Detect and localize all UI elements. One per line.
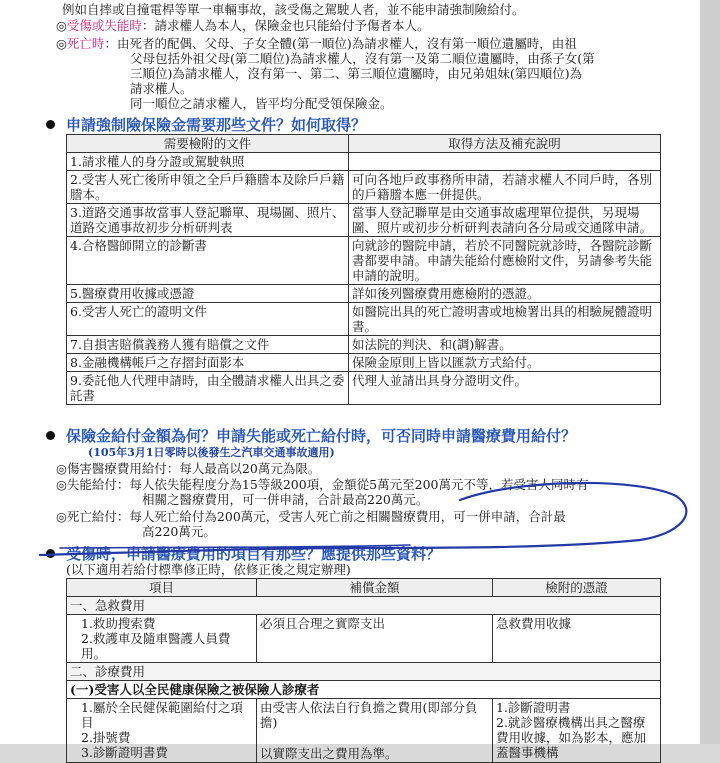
note-cell: 詳如後列醫療費用應檢附的憑證。	[349, 285, 661, 303]
amount-line: 高220萬元。	[142, 524, 216, 539]
section-row: 一、急救費用	[67, 597, 661, 615]
amount-line: ◎死亡給付：每人死亡給付為200萬元，受害人死亡前之相關醫療費用，可一併申請，合計最	[56, 509, 566, 524]
medical-col-header: 補償金額	[257, 579, 493, 597]
doc-cell: 2.受害人死亡後所申領之全戶戶籍謄本及除戶戶籍謄本。	[67, 171, 349, 204]
item-cell	[67, 699, 257, 763]
table-row	[67, 204, 661, 237]
death-paragraph-line: 三順位)為請求權人，沒有第一、第二、第三順位遺屬時，由兄弟姐妹(第四順位)為	[130, 66, 583, 81]
note-cell: 如法院的判決、和(調)解書。	[349, 336, 661, 354]
proof-cell: 急救費用收據	[493, 615, 661, 663]
amount-heading: 保險金給付金額為何？申請失能或死亡給付時，可否同時申請醫療費用給付？	[66, 427, 577, 445]
death-paragraph-line: 同一順位之請求權人，皆平均分配受領保險金。	[130, 96, 393, 111]
table-row	[67, 153, 661, 171]
note-cell: 向就診的醫院申請，若於不同醫院就診時，各醫院診斷書都要申請。申請失能給付應檢附文件，另請參考失能申請的說明。	[349, 237, 661, 285]
bullet-icon	[46, 549, 55, 558]
table-row	[67, 699, 661, 763]
doc-cell: 8.金融機構帳戶之存摺封面影本	[67, 354, 349, 372]
doc-cell: 1.請求權人的身分證或駕駛執照	[67, 153, 349, 171]
note-cell: 保險金原則上皆以匯款方式給付。	[349, 354, 661, 372]
proof-cell	[493, 699, 661, 763]
documents-table	[66, 134, 661, 405]
bullet-icon	[46, 431, 55, 440]
injured-paragraph: ◎受傷或失能時：請求權人為本人，保險金也只能給付予傷者本人。	[56, 18, 430, 33]
amount-text: 以實際支出之費用為準。	[260, 746, 398, 761]
medical-col-header: 檢附的憑證	[493, 579, 661, 597]
item-line: 1.屬於全民健保範圍給付之項目	[81, 700, 243, 730]
amount-line: 相關之醫療費用，可一併申請，合計最高220萬元。	[142, 492, 429, 507]
item-cell	[67, 615, 257, 663]
note-cell	[349, 153, 661, 171]
doc-cell: 3.道路交通事故當事人登記聯單、現場圖、照片、道路交通事故初步分析研判表	[67, 204, 349, 237]
doc-cell: 9.委託他人代理申請時，由全體請求權人出具之委託書	[67, 372, 349, 405]
amount-cell: 必須且合理之實際支出	[257, 615, 493, 663]
note-cell: 代理人並請出具身分證明文件。	[349, 372, 661, 405]
amount-text: 由受害人依法自行負擔之費用(即部分負擔)	[260, 700, 478, 730]
injured-text: ：請求權人為本人，保險金也只能給付予傷者本人。	[141, 18, 430, 33]
amount-line: ◎傷害醫療費用給付：每人最高以20萬元為限。	[56, 461, 321, 476]
table-row	[67, 303, 661, 336]
item-line: 2.救護車及隨車醫護人員費用。	[81, 631, 231, 661]
note-cell: 當事人登記聯單是由交通事故處理單位提供，另現場圖、照片或初步分析研判表請向各分局或交通隊申請。	[349, 204, 661, 237]
amount-cell	[257, 699, 493, 763]
intro-line: 例如自摔或自撞電桿等單一車輛事故，該受傷之駕駛人者，並不能申請強制險給付。	[62, 2, 525, 17]
proof-line: 1.診斷證明書	[496, 700, 571, 715]
injured-label: 受傷或失能時	[66, 18, 142, 33]
doc-cell: 6.受害人死亡的證明文件	[67, 303, 349, 336]
table-row	[67, 354, 661, 372]
death-text: ：由死者的配偶、父母、子女全體(第一順位)為請求權人，沒有第一順位遺屬時，由祖	[104, 36, 577, 51]
death-paragraph-line1: ◎死亡時：由死者的配偶、父母、子女全體(第一順位)為請求權人，沒有第一順位遺屬時，由祖	[56, 36, 577, 51]
item-line: 1.救助搜索費	[81, 616, 156, 631]
medical-heading: 受傷時，申請醫療費用的項目有那些？應提供那些資料？	[66, 545, 442, 563]
medical-subheading: (以下適用若給付標準修正時，依修正後之規定辦理)	[66, 562, 351, 577]
amount-line: ◎失能給付：每人依失能程度分為15等級200項，金額從5萬元至200萬元不等，若受害人同時有	[56, 477, 589, 492]
proof-line: 2.就診醫療機構出具之醫療費用收據，如為影本，應加蓋醫事機構	[496, 715, 647, 760]
docs-col-header: 取得方法及補充說明	[349, 135, 661, 153]
section-row: 二、診療費用	[67, 663, 661, 681]
item-line: 2.掛號費	[81, 730, 131, 745]
death-paragraph-line: 父母包括外祖父母(第二順位)為請求權人，沒有第一及第二順位遺屬時，由孫子女(第	[130, 51, 595, 66]
bullet-icon	[46, 120, 55, 129]
table-row	[67, 285, 661, 303]
doc-cell: 5.醫療費用收據或憑證	[67, 285, 349, 303]
medical-table	[66, 578, 661, 763]
table-row	[67, 615, 661, 663]
table-row	[67, 336, 661, 354]
death-paragraph-line: 請求權人。	[130, 81, 193, 96]
doc-cell: 4.合格醫師開立的診斷書	[67, 237, 349, 285]
amount-subheading: (105年3月1日零時以後發生之汽車交通事故適用)	[88, 446, 335, 459]
table-row	[67, 237, 661, 285]
subsection-row: (一)受害人以全民健康保險之被保險人診療者	[67, 681, 661, 699]
table-row	[67, 372, 661, 405]
note-cell: 如醫院出具的死亡證明書或地檢署出具的相驗屍體證明書。	[349, 303, 661, 336]
death-label: 死亡時	[66, 36, 105, 51]
doc-cell: 7.自損害賠償義務人獲有賠償之文件	[67, 336, 349, 354]
note-cell: 可向各地戶政事務所申請，若請求權人不同戶時，各別的戶籍謄本應一併提供。	[349, 171, 661, 204]
medical-col-header: 項目	[67, 579, 257, 597]
viewer-background	[700, 0, 720, 744]
table-row	[67, 171, 661, 204]
docs-heading: 申請強制險保險金需要那些文件？如何取得？	[66, 116, 367, 134]
item-line: 3.診斷證明書費	[81, 745, 168, 760]
docs-col-header: 需要檢附的文件	[67, 135, 349, 153]
